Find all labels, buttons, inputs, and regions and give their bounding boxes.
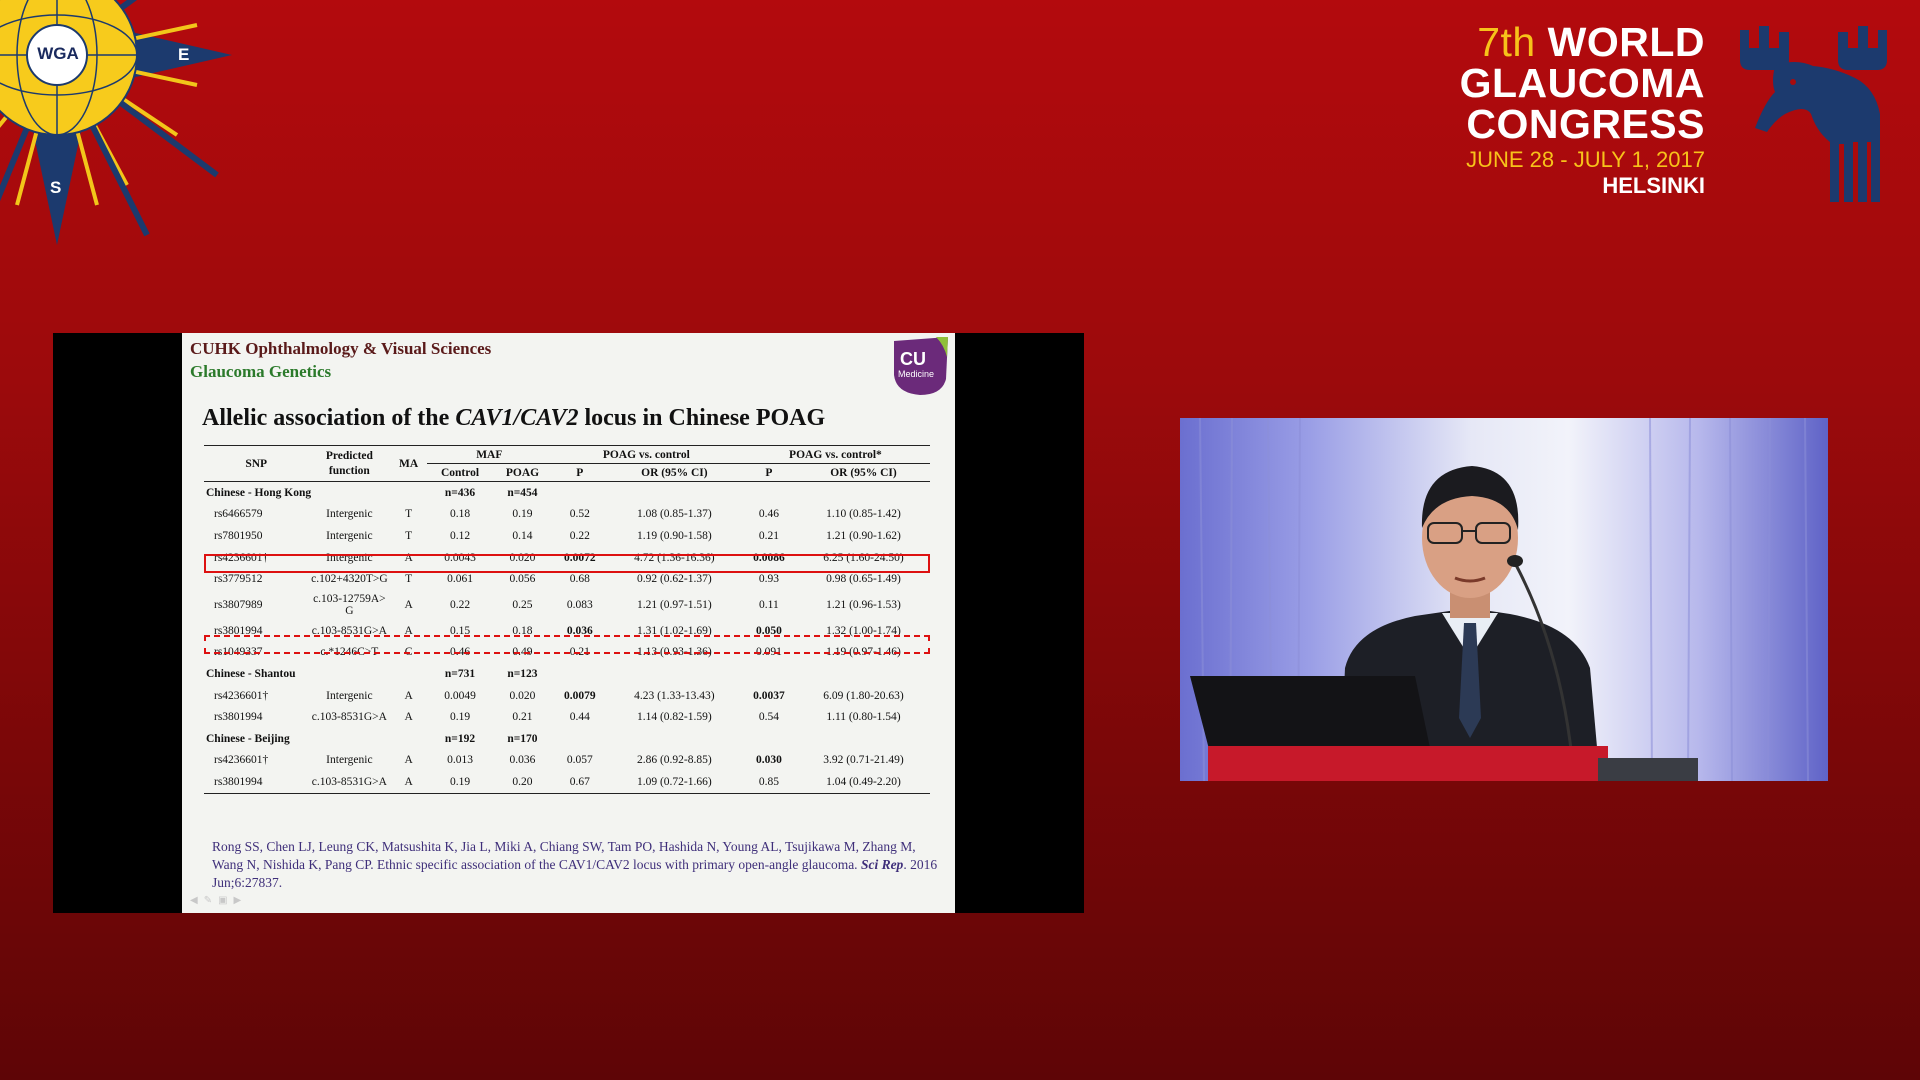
cell-or: 2.86 (0.92-8.85) [636, 754, 712, 767]
cell-ma: A [404, 754, 413, 767]
col-header-snp: SNP [204, 446, 308, 482]
col-header-poag-vs-control-adjusted: POAG vs. control* [741, 446, 930, 464]
group-n-poag: n=454 [507, 486, 538, 499]
wga-logo-text: WGA [37, 44, 79, 63]
cell-p: 0.083 [566, 598, 593, 611]
group-name: Chinese - Hong Kong [206, 486, 312, 499]
congress-city: HELSINKI [1602, 173, 1705, 198]
citation-details: . 2016 Jun;6:27837. [212, 857, 938, 890]
slide-title-gene: CAV1/CAV2 [455, 405, 579, 431]
col-header-p-adjusted: P [741, 464, 797, 482]
moose-logo-icon [1735, 22, 1895, 207]
table-row-highlighted [204, 620, 930, 642]
col-header-predicted-function: Predicted function [308, 446, 390, 482]
col-header-poag: POAG [493, 464, 552, 482]
cell-maf-poag: 0.056 [509, 573, 536, 586]
congress-title-line2: GLAUCOMA [1459, 60, 1705, 106]
cell-snp: rs7801950 [214, 529, 263, 542]
cell-maf-control: 0.19 [427, 771, 493, 793]
cell-or-adjusted: 1.21 (0.96-1.53) [826, 598, 901, 611]
slide-title-prefix: Allelic association of the [202, 405, 456, 431]
cell-p-adjusted: 0.46 [758, 508, 779, 521]
table-group-row [204, 728, 930, 750]
cu-medicine-logo-icon [890, 335, 952, 397]
cell-snp: rs4236601† [214, 689, 269, 702]
compass-south-label: S [50, 178, 62, 197]
table-row [204, 590, 930, 620]
cell-p-adjusted: 0.21 [758, 529, 779, 542]
cell-maf-poag: 0.49 [512, 646, 533, 659]
cell-or: 1.14 (0.82-1.59) [636, 711, 712, 724]
cell-function: Intergenic [326, 508, 373, 521]
cell-ma: A [404, 711, 413, 724]
cell-p-adjusted: 0.11 [759, 598, 779, 611]
compass-east-label: E [178, 45, 190, 64]
cell-p-adjusted: 0.050 [755, 624, 782, 637]
congress-ordinal: 7th [1477, 19, 1536, 65]
group-n-poag: n=170 [507, 732, 538, 745]
cell-ma: T [405, 529, 413, 542]
cell-or: 1.13 (0.93-1.36) [636, 646, 712, 659]
cell-function: Intergenic [326, 529, 373, 542]
pen-icon[interactable]: ✎ [203, 895, 219, 906]
col-header-poag-vs-control: POAG vs. control [552, 446, 741, 464]
cell-p: 0.68 [569, 573, 590, 586]
cell-p-adjusted: 0.93 [758, 573, 779, 586]
group-n-control: n=731 [444, 667, 476, 680]
cell-maf-control: 0.0043 [444, 551, 476, 564]
cell-function: Intergenic [326, 689, 373, 702]
cell-snp: rs4236601† [214, 551, 269, 564]
cell-ma: A [404, 689, 413, 702]
group-name: Chinese - Beijing [206, 732, 290, 745]
group-name: Chinese - Shantou [206, 667, 296, 680]
cell-ma: A [404, 598, 413, 611]
slide-title [202, 405, 825, 432]
cell-maf-poag: 0.18 [512, 624, 533, 637]
cell-or-adjusted: 0.98 (0.65-1.49) [826, 573, 901, 586]
cell-or: 1.21 (0.97-1.51) [636, 598, 712, 611]
cell-ma: T [405, 508, 413, 521]
cell-function: c.103-8531G>A [308, 771, 390, 793]
cell-or: 1.19 (0.90-1.58) [636, 529, 712, 542]
cell-snp: rs1049337 [214, 646, 263, 659]
cell-maf-control: 0.18 [449, 508, 471, 521]
table-row-highlighted [204, 547, 930, 569]
cell-maf-control: 0.46 [449, 646, 471, 659]
citation-reference [212, 838, 940, 892]
cell-snp: rs3807989 [214, 598, 263, 611]
speaker-video-frame [1180, 418, 1828, 781]
cell-p-adjusted: 0.54 [758, 711, 779, 724]
table-row [204, 706, 930, 728]
cell-function: c.103-8531G>A [311, 624, 387, 637]
table-row [204, 504, 930, 526]
previous-slide-icon[interactable]: ◀ [190, 895, 204, 906]
cell-ma: C [404, 646, 413, 659]
cell-p-adjusted: 0.0086 [753, 551, 785, 564]
cell-snp: rs3801994 [214, 624, 263, 637]
cell-ma: A [390, 771, 426, 793]
cell-p: 0.0072 [563, 551, 596, 564]
cu-logo-text: CU [900, 349, 926, 369]
cell-or: 4.23 (1.33-13.43) [634, 689, 715, 702]
cell-maf-control: 0.12 [449, 529, 471, 542]
cell-or: 0.92 (0.62-1.37) [636, 573, 712, 586]
col-header-p: P [552, 464, 608, 482]
table-row [204, 642, 930, 664]
col-header-or-adjusted: OR (95% CI) [797, 464, 930, 482]
cell-or: 1.09 (0.72-1.66) [608, 771, 741, 793]
col-header-control: Control [427, 464, 493, 482]
group-n-poag: n=123 [507, 667, 538, 680]
cell-snp: rs3801994 [214, 711, 263, 724]
cell-snp: rs6466579 [214, 508, 263, 521]
cell-maf-poag: 0.036 [509, 754, 536, 767]
cell-snp: rs3779512 [214, 573, 263, 586]
cell-p: 0.22 [569, 529, 590, 542]
citation-authors: Rong SS, Chen LJ, Leung CK, Matsushita K, Jia L, Miki A, Chiang SW, Tam PO, Hashida N, Young AL, Tsujikawa M, Zhang M, Wang N, Nishida K, Pang CP. Ethnic specific association of the CAV1/CAV2 locus with primary open-angle glaucoma. [212, 839, 916, 872]
cell-or-adjusted: 3.92 (0.71-21.49) [823, 754, 904, 767]
cell-maf-poag: 0.21 [512, 711, 533, 724]
presentation-slide [182, 333, 955, 913]
cell-p-adjusted: 0.85 [741, 771, 797, 793]
cell-function: Intergenic [326, 754, 373, 767]
cu-logo-subtext: Medicine [898, 369, 935, 379]
cell-maf-control: 0.0049 [444, 689, 476, 702]
cell-maf-control: 0.22 [449, 598, 471, 611]
cell-or-adjusted: 1.19 (0.97-1.46) [826, 646, 901, 659]
group-n-control: n=436 [444, 486, 476, 499]
speaker-video-feed [1180, 418, 1828, 781]
congress-dates: JUNE 28 - JULY 1, 2017 [1466, 147, 1705, 172]
cell-or: 4.72 (1.36-16.36) [634, 551, 715, 564]
cell-ma: A [404, 624, 413, 637]
col-header-maf: MAF [427, 446, 552, 464]
cell-maf-control: 0.15 [449, 624, 471, 637]
cell-or-adjusted: 1.32 (1.00-1.74) [826, 624, 901, 637]
cell-ma: T [405, 573, 413, 586]
cell-function: c.*1246C>T [320, 646, 379, 659]
cell-maf-control: 0.061 [447, 573, 473, 586]
congress-title-block [1420, 19, 1705, 198]
cell-function: c.103-8531G>A [311, 711, 387, 724]
cell-p: 0.057 [566, 754, 593, 767]
cell-maf-poag: 0.020 [509, 689, 536, 702]
association-table [204, 445, 930, 794]
slides-icon[interactable]: ▣ [218, 895, 234, 906]
cell-or: 1.31 (1.02-1.69) [636, 624, 712, 637]
cell-or-adjusted: 1.21 (0.90-1.62) [826, 529, 901, 542]
cell-ma: A [404, 551, 413, 564]
citation-journal: Sci Rep [860, 857, 904, 872]
cell-or-adjusted: 1.04 (0.49-2.20) [797, 771, 930, 793]
cell-p: 0.67 [552, 771, 608, 793]
slide-header-department: Glaucoma Genetics [190, 362, 332, 381]
slide-title-suffix: locus in Chinese POAG [578, 405, 826, 431]
table-row [204, 525, 930, 547]
slide-controls-toolbar[interactable] [190, 895, 247, 906]
cell-maf-control: 0.19 [449, 711, 471, 724]
cell-function: c.102+4320T>G [311, 573, 388, 586]
cell-or-adjusted: 1.10 (0.85-1.42) [826, 508, 901, 521]
cell-function: c.103-12759A>G [313, 592, 386, 617]
table-row [204, 685, 930, 707]
next-slide-icon[interactable]: ▶ [233, 895, 248, 906]
cell-p: 0.036 [566, 624, 593, 637]
cell-p: 0.21 [569, 646, 590, 659]
cell-function: Intergenic [326, 551, 373, 564]
cell-snp: rs4236601† [214, 754, 269, 767]
cell-or: 1.08 (0.85-1.37) [636, 508, 712, 521]
cell-maf-poag: 0.14 [512, 529, 533, 542]
cell-or-adjusted: 1.11 (0.80-1.54) [826, 711, 901, 724]
cell-maf-poag: 0.020 [509, 551, 536, 564]
cell-p: 0.0079 [563, 689, 596, 702]
cell-p: 0.52 [569, 508, 590, 521]
cell-maf-poag: 0.25 [512, 598, 533, 611]
group-n-control: n=192 [444, 732, 476, 745]
cell-maf-control: 0.013 [447, 754, 473, 767]
cell-p: 0.44 [569, 711, 590, 724]
table-row [204, 568, 930, 590]
congress-title-line3: CONGRESS [1466, 101, 1705, 147]
cell-p-adjusted: 0.091 [755, 646, 782, 659]
table-row [204, 771, 930, 793]
congress-title-line1 [1420, 19, 1705, 65]
table-row [204, 750, 930, 772]
table-group-row [204, 482, 930, 504]
slide-header-institution: CUHK Ophthalmology & Visual Sciences [190, 339, 492, 358]
cell-snp: rs3801994 [204, 771, 308, 793]
table-group-row [204, 663, 930, 685]
cell-maf-poag: 0.20 [493, 771, 552, 793]
slide-display-frame [53, 333, 1084, 913]
cell-or-adjusted: 6.25 (1.60-24.50) [823, 551, 904, 564]
cell-p-adjusted: 0.030 [755, 754, 782, 767]
congress-word-world: WORLD [1547, 19, 1705, 65]
cell-maf-poag: 0.19 [512, 508, 533, 521]
cell-p-adjusted: 0.0037 [753, 689, 785, 702]
cell-or-adjusted: 6.09 (1.80-20.63) [823, 689, 904, 702]
col-header-ma: MA [390, 446, 426, 482]
col-header-or: OR (95% CI) [608, 464, 741, 482]
